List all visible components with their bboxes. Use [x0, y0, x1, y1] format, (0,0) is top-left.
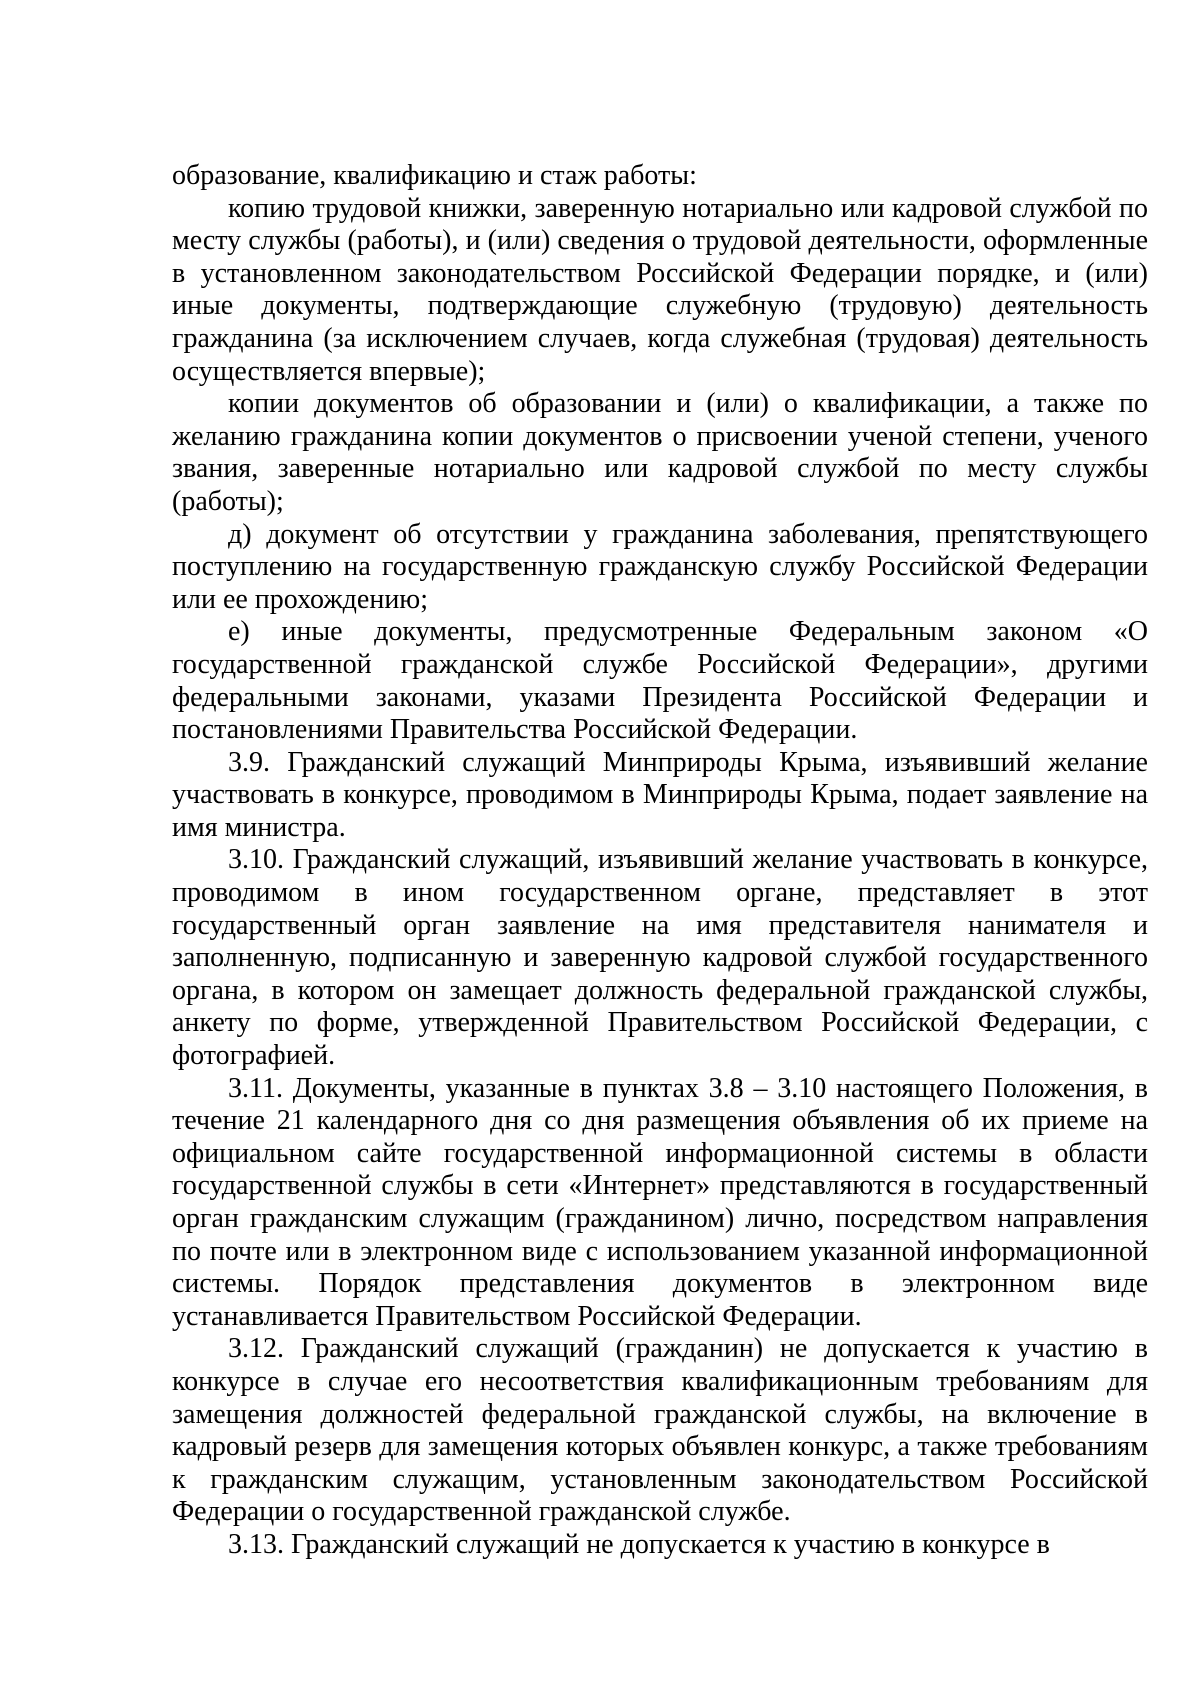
paragraph-item-e-other-documents: е) иные документы, предусмотренные Федеральным законом «О государственной гражданской службе Российской Федерации», другими федеральными законами, указами Президента Российской Федерации и постановлениями Правительства Российской Федерации. — [172, 616, 1148, 746]
paragraph-clause-3-12: 3.12. Гражданский служащий (гражданин) не допускается к участию в конкурсе в случае его несоответствия квалификационным требованиям для замещения должностей федеральной гражданской службы, на включение в кадровый резерв для замещения которых объявлен конкурс, а также требованиям к гражданским служащим, установленным законодательством Российской Федерации о государственной гражданской службе. — [172, 1333, 1148, 1528]
paragraph-education-documents-copy: копии документов об образовании и (или) о квалификации, а также по желанию гражданина копии документов о присвоении ученой степени, ученого звания, заверенные нотариально или кадровой службой по месту службы (работы); — [172, 388, 1148, 517]
paragraph-clause-3-11: 3.11. Документы, указанные в пунктах 3.8 – 3.10 настоящего Положения, в течение 21 календарного дня со дня размещения объявления об их приеме на официальном сайте государственной информационной системы в области государственной службы в сети «Интернет» представляются в государственный орган гражданским служащим (гражданином) лично, посредством направления по почте или в электронном виде с использованием указанной информационной системы. Порядок представления документов в электронном виде устанавливается Правительством Российской Федерации. — [172, 1072, 1148, 1332]
paragraph-item-d-medical-document: д) документ об отсутствии у гражданина заболевания, препятствующего поступлению на государственную гражданскую службу Российской Федерации или ее прохождению; — [172, 518, 1148, 615]
paragraph-clause-3-10: 3.10. Гражданский служащий, изъявивший желание участвовать в конкурсе, проводимом в ином государственном органе, представляет в этот государственный орган заявление на имя представителя нанимателя и заполненную, подписанную и заверенную кадровой службой государственного органа, в котором он замещает должность федеральной гражданской службы, анкету по форме, утвержденной Правительством Российской Федерации, с фотографией. — [172, 844, 1148, 1072]
paragraph-clause-3-9: 3.9. Гражданский служащий Минприроды Крыма, изъявивший желание участвовать в конкурсе, проводимом в Минприроды Крыма, подает заявление на имя министра. — [172, 746, 1148, 843]
paragraph-clause-3-13: 3.13. Гражданский служащий не допускается к участию в конкурсе в — [228, 1528, 1050, 1560]
document-page — [172, 160, 1148, 1562]
paragraph-labor-book-copy: копию трудовой книжки, заверенную нотариально или кадровой службой по месту службы (работы), и (или) сведения о трудовой деятельности, оформленные в установленном законодательством Российской Федерации порядке, и (или) иные документы, подтверждающие служебную (трудовую) деятельность гражданина (за исключением случаев, когда служебная (трудовая) деятельность осуществляется впервые); — [172, 192, 1148, 387]
paragraph-education-continuation: образование, квалификацию и стаж работы: — [172, 160, 697, 191]
